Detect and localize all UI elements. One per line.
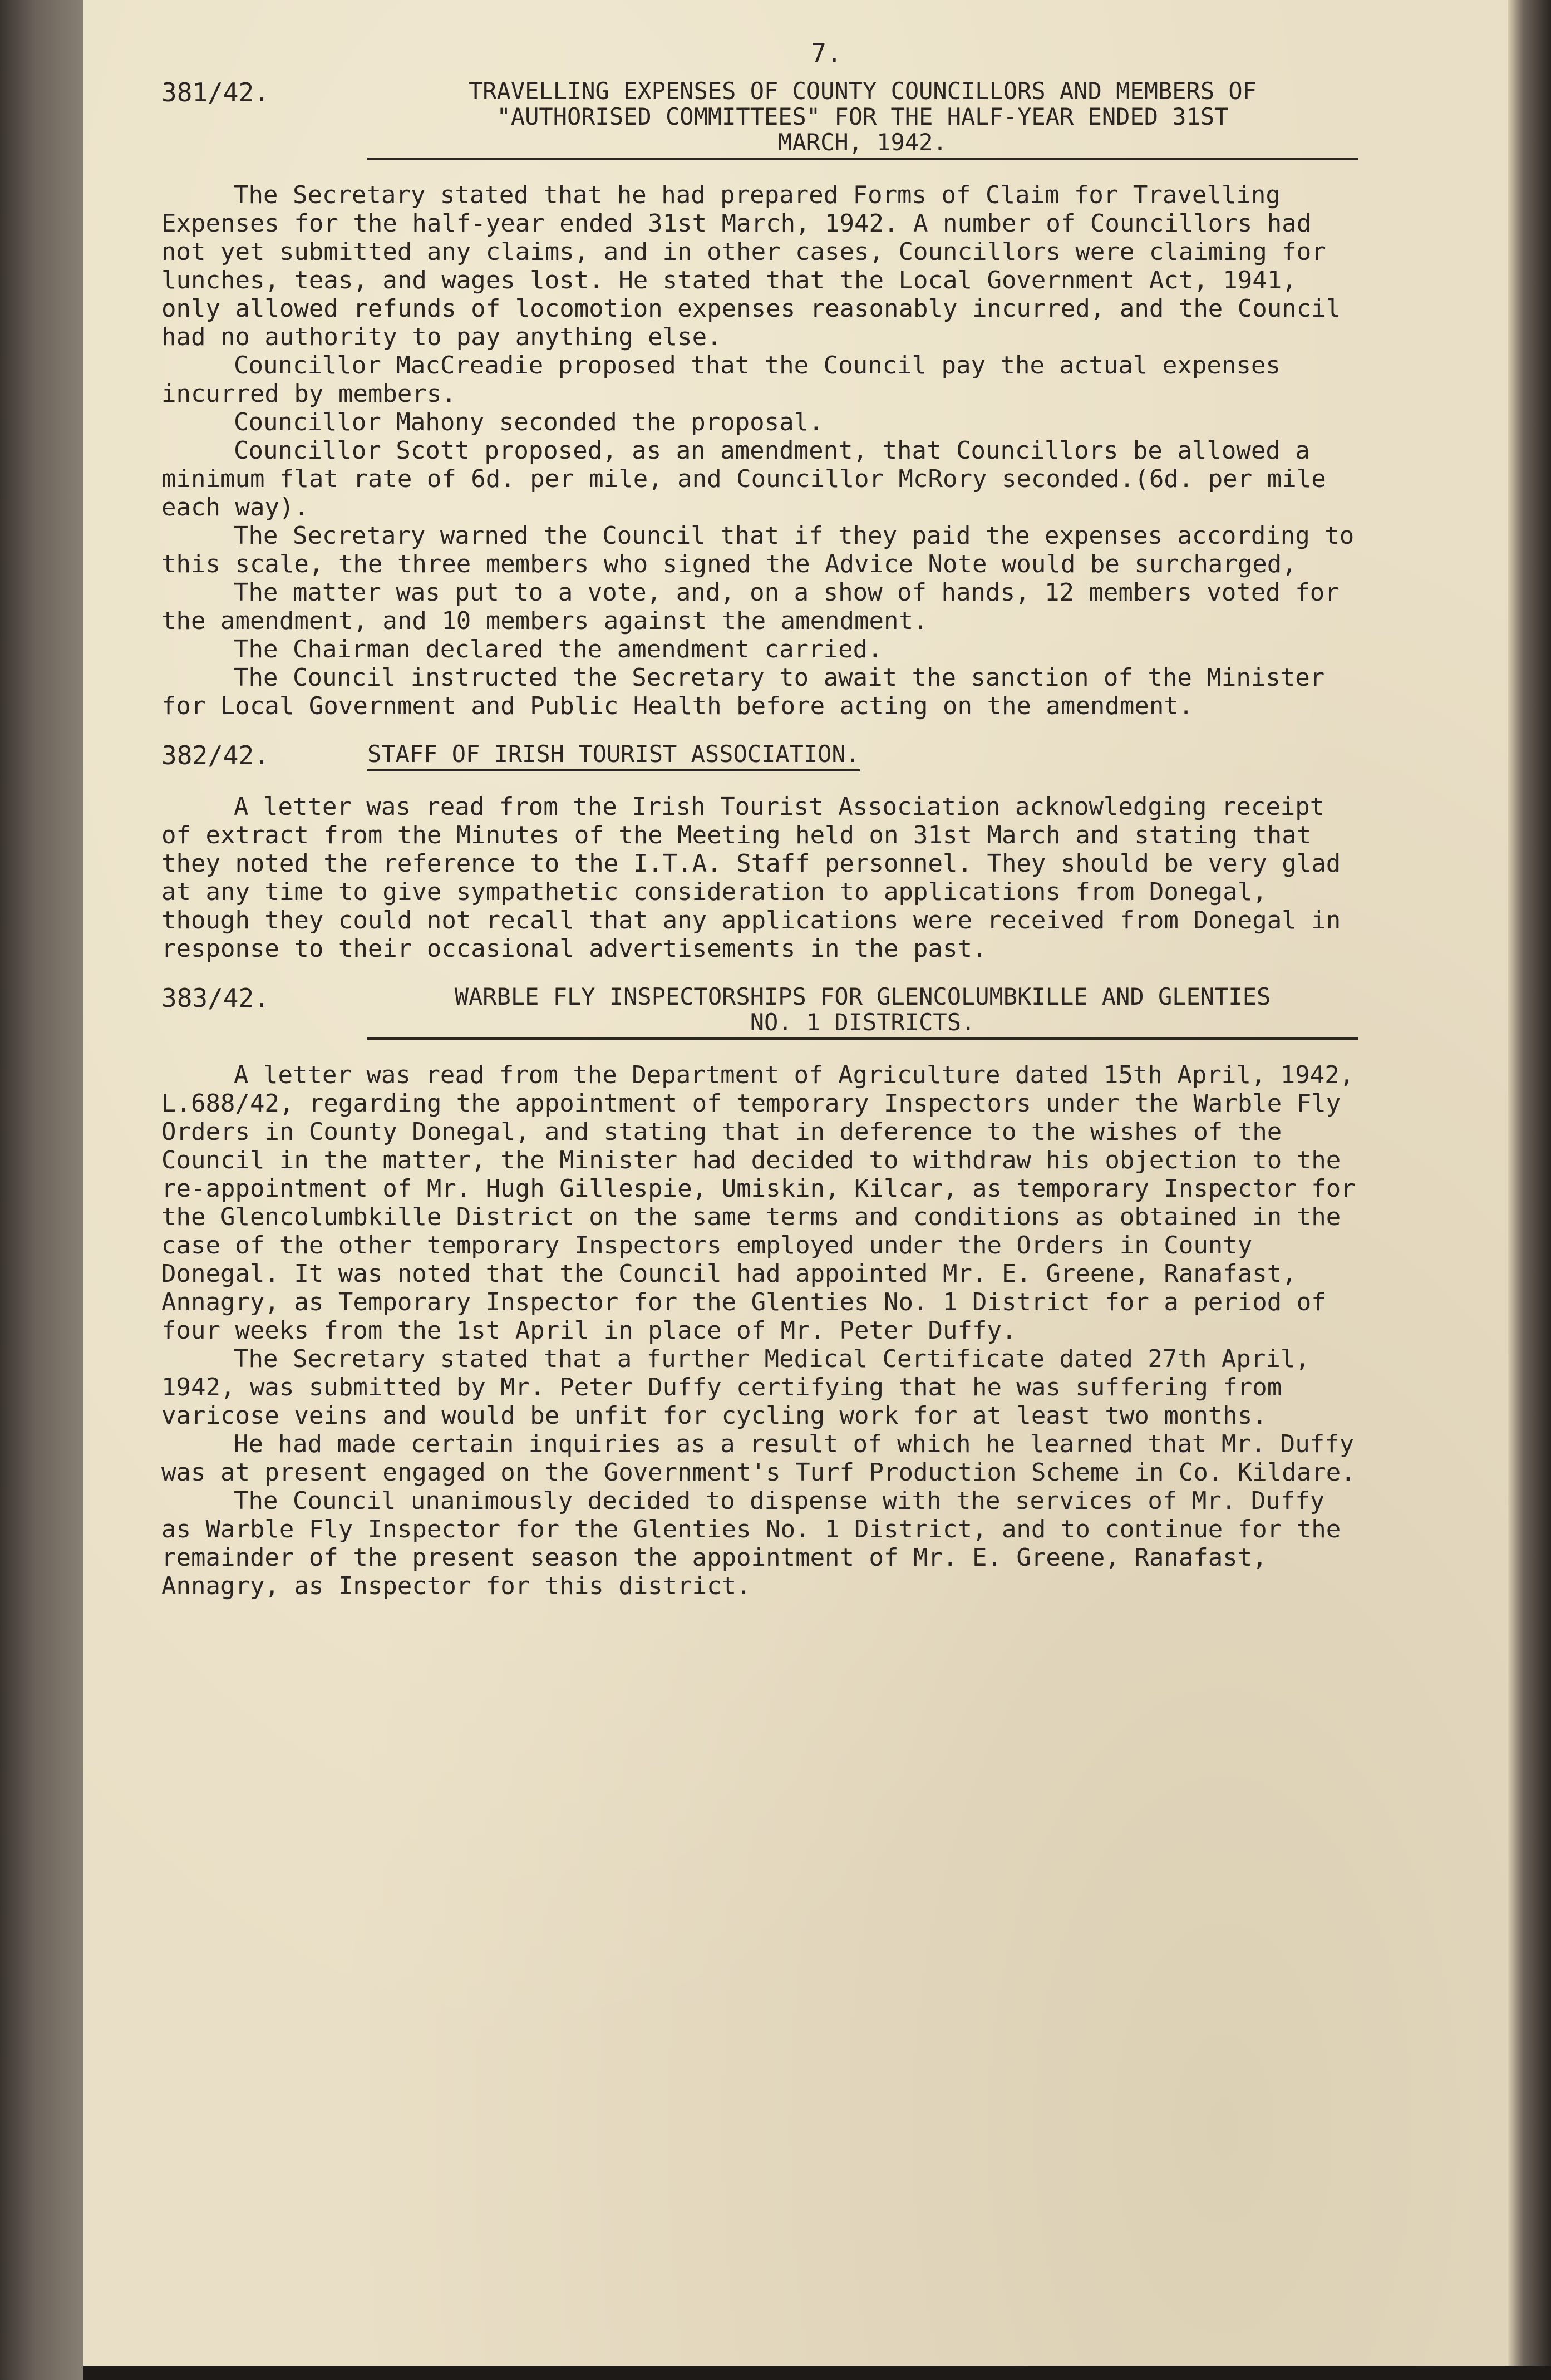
paragraph: The Council instructed the Secretary to await the sanction of the Minister for Local Government and Public Health before acting on the amendment. bbox=[161, 663, 1325, 720]
item-header bbox=[161, 741, 1358, 771]
page-number: 7. bbox=[811, 38, 842, 68]
paragraph: The matter was put to a vote, and, on a show of hands, 12 members voted for the amendment, and 10 members against the amendment. bbox=[161, 578, 1340, 635]
minute-title bbox=[367, 78, 1358, 160]
item-header bbox=[161, 984, 1358, 1040]
title-line: MARCH, 1942. bbox=[778, 129, 947, 156]
minute-item bbox=[161, 78, 1358, 720]
minute-title bbox=[367, 741, 860, 771]
paragraph: The Secretary warned the Council that if they paid the expenses according to this scale, the three members who signed the Advice Note would be surcharged, bbox=[161, 522, 1355, 578]
paragraph: A letter was read from the Irish Tourist Association acknowledging receipt of extract from the Minutes of the Meeting held on 31st March and stating that they noted the reference to the I.T.A. Staff personnel. They should be very glad at any time to give sympathetic consideration to applications from Donegal, though they could not recall that any applications were received from Donegal in response to their occasional advertisements in the past. bbox=[161, 793, 1341, 963]
paragraph: Councillor Scott proposed, as an amendment, that Councillors be allowed a minimum flat rate of 6d. per mile, and Councillor McRory seconded.(6d. per mile each way). bbox=[161, 436, 1326, 522]
page-edge bbox=[1508, 0, 1551, 2380]
minute-reference: 382/42. bbox=[161, 740, 269, 770]
paragraph: He had made certain inquiries as a result of which he learned that Mr. Duffy was at present engaged on the Government's Turf Production Scheme in Co. Kildare. bbox=[161, 1430, 1356, 1487]
item-header bbox=[161, 78, 1358, 160]
minute-item bbox=[161, 741, 1358, 963]
paragraph: The Chairman declared the amendment carried. bbox=[234, 635, 883, 663]
minute-reference: 381/42. bbox=[161, 77, 269, 107]
title-line: "AUTHORISED COMMITTEES" FOR THE HALF-YEAR ENDED 31ST bbox=[496, 103, 1229, 130]
paragraph: The Secretary stated that a further Medical Certificate dated 27th April, 1942, was submitted by Mr. Peter Duffy certifying that he was suffering from varicose veins and would be unfit for cycling work for at least two months. bbox=[161, 1345, 1310, 1430]
binding-edge bbox=[0, 0, 89, 2380]
paragraph: Councillor MacCreadie proposed that the Council pay the actual expenses incurred by members. bbox=[161, 351, 1281, 408]
title-line: WARBLE FLY INSPECTORSHIPS FOR GLENCOLUMBKILLE AND GLENTIES bbox=[454, 983, 1271, 1010]
title-line: STAFF OF IRISH TOURIST ASSOCIATION. bbox=[367, 740, 860, 768]
paragraph: The Council unanimously decided to dispense with the services of Mr. Duffy as Warble Fly Inspector for the Glenties No. 1 District, and to continue for the remainder of the present season the appointment of Mr. E. Greene, Ranafast, Annagry, as Inspector for this district. bbox=[161, 1487, 1341, 1600]
minute-title bbox=[367, 984, 1358, 1040]
title-line: TRAVELLING EXPENSES OF COUNTY COUNCILLORS AND MEMBERS OF bbox=[468, 77, 1257, 105]
paragraph: Councillor Mahony seconded the proposal. bbox=[234, 408, 824, 436]
minutes-document bbox=[161, 39, 1358, 1621]
minute-item bbox=[161, 984, 1358, 1600]
page-bottom-edge bbox=[83, 2366, 1551, 2380]
paragraph: The Secretary stated that he had prepared Forms of Claim for Travelling Expenses for the half-year ended 31st March, 1942. A number of Councillors had not yet submitted any claims, and in other cases, Councillors were claiming for lunches, teas, and wages lost. He stated that the Local Government Act, 1941, only allowed refunds of locomotion expenses reasonably incurred, and the Council had no authority to pay anything else. bbox=[161, 181, 1341, 351]
title-line: NO. 1 DISTRICTS. bbox=[750, 1009, 976, 1036]
minute-reference: 383/42. bbox=[161, 983, 269, 1013]
paragraph: A letter was read from the Department of Agriculture dated 15th April, 1942, L.688/42, regarding the appointment of temporary Inspectors under the Warble Fly Orders in County Donegal, and stating that in deference to the wishes of the Council in the matter, the Minister had decided to withdraw his objection to the re-appointment of Mr. Hugh Gillespie, Umiskin, Kilcar, as temporary Inspector for the Glencolumbkille District on the same terms and conditions as obtained in the case of the other temporary Inspectors employed under the Orders in County Donegal. It was noted that the Council had appointed Mr. E. Greene, Ranafast, Annagry, as Temporary Inspector for the Glenties No. 1 District for a period of four weeks from the 1st April in place of Mr. Peter Duffy. bbox=[161, 1061, 1356, 1345]
